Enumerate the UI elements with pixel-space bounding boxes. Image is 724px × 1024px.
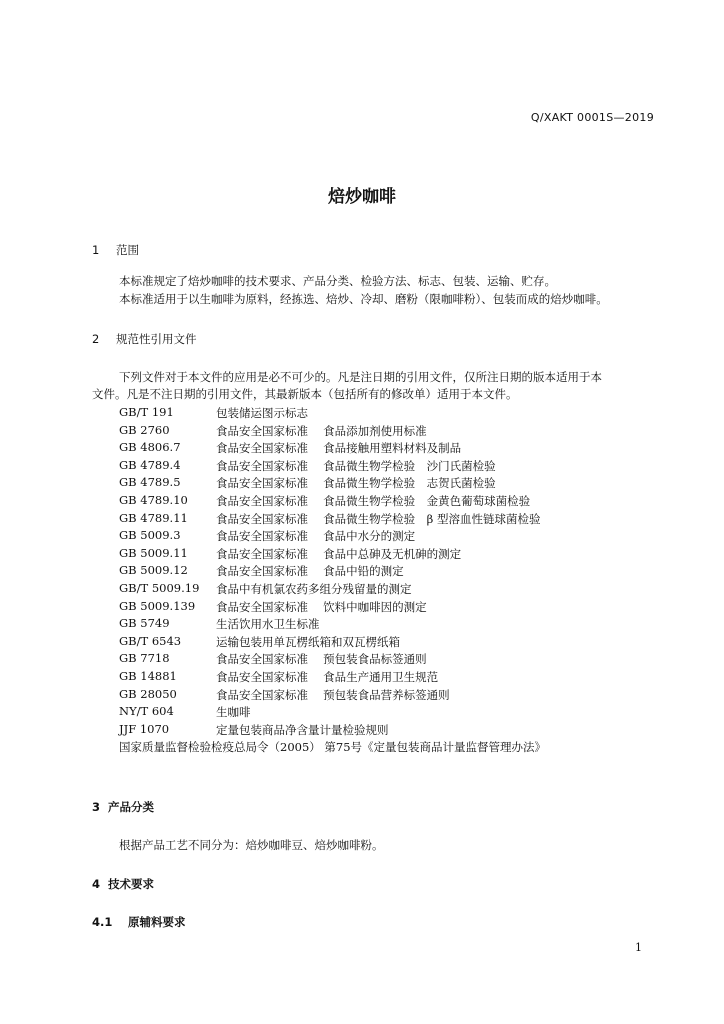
normative-references-list: [119, 405, 546, 757]
reference-name: 生咖啡: [216, 705, 251, 720]
reference-name: 食品中有机氯农药多组分残留量的测定: [216, 581, 412, 596]
standard-number: Q/XAKT 0001S—2019: [530, 111, 654, 124]
reference-code: GB 4789.5: [119, 475, 181, 490]
reference-name: 食品安全国家标准 预包装食品营养标签通则: [216, 687, 450, 702]
reference-code: GB 28050: [119, 686, 177, 701]
reference-name: 食品安全国家标准 预包装食品标签通则: [216, 652, 427, 667]
reference-code: JJF 1070: [119, 721, 170, 736]
document-title: 焙炒咖啡: [328, 187, 396, 207]
section-3-paragraph: 根据产品工艺不同分为：焙炒咖啡豆、焙炒咖啡粉。: [119, 838, 384, 852]
reference-item: [119, 511, 546, 529]
reference-code: GB 5009.139: [119, 598, 196, 613]
reference-item: [119, 458, 546, 476]
reference-item: [119, 528, 546, 546]
section-2-intro-line-1: 下列文件对于本文件的应用是必不可少的。凡是注日期的引用文件，仅所注日期的版本适用于本: [119, 370, 602, 384]
section-title: 产品分类: [108, 800, 154, 814]
reference-item: [119, 581, 546, 599]
reference-item: [119, 546, 546, 564]
reference-name: 定量包装商品净含量计量检验规则: [216, 722, 389, 737]
reference-item: [119, 634, 546, 652]
section-4-heading: [92, 876, 154, 892]
page-number: 1: [635, 941, 642, 954]
reference-item: [119, 405, 546, 423]
section-4-1-heading: [92, 914, 186, 930]
reference-item: [119, 722, 546, 740]
reference-code: GB 14881: [119, 668, 177, 683]
reference-item: [119, 651, 546, 669]
section-number: 3: [92, 800, 101, 814]
section-number: 1: [92, 243, 100, 257]
reference-name: 包装储运图示标志: [216, 406, 308, 420]
reference-name: 生活饮用水卫生标准: [216, 617, 320, 632]
reference-item: [119, 493, 546, 511]
reference-name: 食品安全国家标准 食品微生物学检验 志贺氏菌检验: [216, 476, 496, 491]
reference-code: GB 5749: [119, 616, 170, 631]
reference-code: GB 4806.7: [119, 440, 181, 455]
reference-name: 食品安全国家标准 食品接触用塑料材料及制品: [216, 441, 462, 456]
reference-name: 食品安全国家标准 食品微生物学检验 β 型溶血性链球菌检验: [216, 511, 541, 526]
reference-code: GB 2760: [119, 422, 170, 437]
section-title: 原辅料要求: [128, 915, 186, 929]
reference-name: 食品安全国家标准 食品微生物学检验 金黄色葡萄球菌检验: [216, 493, 531, 508]
reference-item: [119, 687, 546, 705]
section-title: 规范性引用文件: [116, 332, 197, 346]
reference-item: [119, 616, 546, 634]
section-1-paragraph-1: 本标准规定了焙炒咖啡的技术要求、产品分类、检验方法、标志、包装、运输、贮存。: [119, 274, 556, 288]
reference-code: GB 4789.10: [119, 492, 188, 507]
section-number: 4.1: [92, 915, 113, 929]
reference-code: GB 5009.3: [119, 528, 181, 543]
reference-code: GB 4789.11: [119, 510, 188, 525]
reference-code: NY/T 604: [119, 704, 174, 719]
reference-text: 国家质量监督检验检疫总局令（2005） 第75号《定量包装商品计量监督管理办法》: [119, 740, 547, 755]
section-number: 2: [92, 332, 100, 346]
reference-code: GB 5009.12: [119, 563, 188, 578]
section-1-heading: [92, 242, 139, 258]
reference-name: 食品安全国家标准 食品中水分的测定: [216, 529, 416, 544]
reference-item: [119, 563, 546, 581]
reference-code: GB 7718: [119, 651, 170, 666]
reference-item: [119, 704, 546, 722]
reference-name: 食品安全国家标准 食品中总砷及无机砷的测定: [216, 546, 462, 561]
reference-item: [119, 440, 546, 458]
section-2-heading: [92, 331, 197, 347]
section-number: 4: [92, 877, 101, 891]
section-1-paragraph-2: 本标准适用于以生咖啡为原料，经拣选、焙炒、冷却、磨粉（限咖啡粉）、包装而成的焙炒咖啡。: [119, 292, 608, 306]
reference-name: 食品安全国家标准 饮料中咖啡因的测定: [216, 599, 427, 614]
reference-code: GB 5009.11: [119, 545, 188, 560]
reference-code: GB/T 191: [119, 405, 174, 419]
reference-code: GB 4789.4: [119, 457, 181, 472]
section-3-heading: [92, 799, 154, 815]
reference-item: [119, 669, 546, 687]
section-title: 技术要求: [108, 877, 154, 891]
reference-item: [119, 423, 546, 441]
reference-name: 食品安全国家标准 食品中铅的测定: [216, 564, 404, 579]
reference-code: GB/T 6543: [119, 633, 182, 648]
reference-name: 食品安全国家标准 食品微生物学检验 沙门氏菌检验: [216, 458, 496, 473]
reference-name: 食品安全国家标准 食品生产通用卫生规范: [216, 669, 439, 684]
reference-item-decree: [119, 739, 546, 757]
reference-item: [119, 599, 546, 617]
section-2-intro-line-2: 文件。凡是不注日期的引用文件，其最新版本（包括所有的修改单）适用于本文件。: [92, 387, 518, 401]
section-title: 范围: [116, 243, 139, 257]
reference-item: [119, 475, 546, 493]
reference-name: 运输包装用单瓦楞纸箱和双瓦楞纸箱: [216, 634, 400, 649]
reference-name: 食品安全国家标准 食品添加剂使用标准: [216, 423, 427, 438]
reference-code: GB/T 5009.19: [119, 580, 200, 595]
